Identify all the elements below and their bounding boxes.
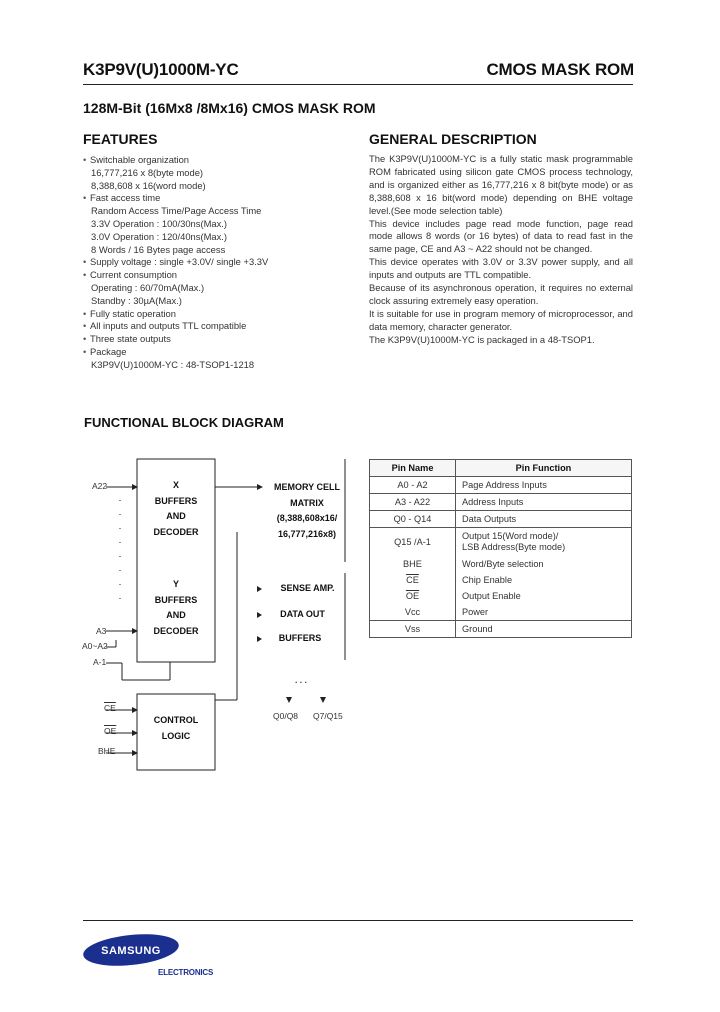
feature-item: Operating : 60/70mA(Max.) [91, 281, 205, 293]
feature-item: 8,388,608 x 16(word mode) [91, 179, 206, 191]
pin-function-cell: Word/Byte selection [456, 556, 632, 572]
output-q0-q8: Q0/Q8 [273, 711, 299, 721]
y-decoder-label: Y BUFFERS AND DECODER [153, 579, 199, 636]
document-type: CMOS MASK ROM [486, 60, 634, 79]
pin-name-cell: A0 - A2 [370, 477, 456, 494]
pin-ce: $\overline{CE}$ [104, 703, 116, 713]
data-out-label: DATA OUT [280, 609, 325, 619]
pin-name-cell: Vss [370, 621, 456, 638]
pin-a3: A3 [96, 626, 107, 636]
pin-name-header: Pin Name [370, 460, 456, 477]
description-paragraph: This device includes page read mode function, page read mode allows 8 words (or 16 bytes) of data to read fast in the same page, CE and A3 ~ A22 should not be changed. [369, 217, 633, 255]
x-decoder-label: X BUFFERS AND DECODER [153, 480, 199, 537]
feature-item: 3.3V Operation : 100/30ns(Max.) [91, 217, 228, 229]
pin-a-minus-1: A-1 [93, 657, 107, 667]
pin-function-cell: Data Outputs [456, 511, 632, 528]
table-row [370, 511, 632, 528]
feature-item: 8 Words / 16 Bytes page access [91, 243, 226, 255]
feature-item: • All inputs and outputs TTL compatible [83, 320, 268, 333]
feature-item: Random Access Time/Page Access Time [91, 205, 262, 217]
pin-description-table [369, 459, 632, 638]
feature-item: • Current consumption [83, 269, 268, 282]
pin-oe: $\overline{OE}$ [104, 726, 117, 736]
table-row [370, 528, 632, 557]
feature-item: 3.0V Operation : 120/40ns(Max.) [91, 230, 228, 242]
pin-function-cell: Output 15(Word mode)/ LSB Address(Byte mode) [456, 528, 632, 557]
pin-name-cell: BHE [370, 556, 456, 572]
description-paragraph: Because of its asynchronous operation, it requires no external clock assuring extremely easy operation. [369, 282, 633, 306]
feature-item: • Switchable organization [83, 154, 268, 167]
samsung-logo [82, 932, 180, 968]
pin-name-cell: Vcc [370, 604, 456, 621]
buffers-label: BUFFERS [278, 633, 322, 643]
feature-item: K3P9V(U)1000M-YC : 48-TSOP1-1218 [91, 358, 255, 370]
features-title: FEATURES [83, 131, 158, 147]
pin-function-cell: Power [456, 604, 632, 621]
memory-cell-label: MEMORY CELL MATRIX (8,388,608x16/ 16,777,216x8) [273, 482, 340, 539]
description-paragraph: This device operates with 3.0V or 3.3V power supply, and all inputs and outputs are TTL compatible. [369, 256, 633, 281]
page-subtitle: 128M-Bit (16Mx8 /8Mx16) CMOS MASK ROM [83, 100, 376, 116]
table-row [370, 494, 632, 511]
footer-rule [83, 920, 633, 921]
output-q7-q15: Q7/Q15 [313, 711, 343, 721]
table-row [370, 572, 632, 588]
pin-function-cell: Page Address Inputs [456, 477, 632, 494]
pin-name-cell: Q0 - Q14 [370, 511, 456, 528]
pin-function-cell: Chip Enable [456, 572, 632, 588]
pin-a22: A22 [92, 481, 108, 491]
pin-function-header: Pin Function [456, 460, 632, 477]
feature-item: 16,777,216 x 8(byte mode) [91, 166, 204, 178]
table-row [370, 604, 632, 621]
feature-item: • Package [83, 346, 268, 359]
pin-function-cell: Address Inputs [456, 494, 632, 511]
description-paragraph: It is suitable for use in program memory of microprocessor, and data memory, character generator. [369, 307, 633, 332]
control-logic-label: CONTROL LOGIC [153, 715, 199, 741]
description-paragraph: The K3P9V(U)1000M-YC is packaged in a 48-TSOP1. [369, 333, 595, 345]
general-description-title: GENERAL DESCRIPTION [369, 131, 537, 147]
part-number: K3P9V(U)1000M-YC [83, 60, 239, 79]
table-row [370, 621, 632, 638]
pin-name-cell: $\overline{OE}$ [370, 588, 456, 604]
feature-item: • Three state outputs [83, 333, 268, 346]
table-row [370, 556, 632, 572]
logo-subtitle: ELECTRONICS [158, 968, 214, 977]
pin-function-cell: Ground [456, 621, 632, 638]
block-diagram-title: FUNCTIONAL BLOCK DIAGRAM [84, 415, 284, 430]
pin-function-cell: Output Enable [456, 588, 632, 604]
feature-item: • Fully static operation [83, 308, 268, 321]
description-paragraph: The K3P9V(U)1000M-YC is a fully static mask programmable ROM fabricated using silicon gate CMOS process technology, and is organized either as 16,777,216 x 8 bit(byte mode) or as 8,388,608 x 16 bit(word mode) depending on BHE voltage level.(See mode selection table) [369, 153, 633, 216]
feature-item: • Supply voltage : single +3.0V/ single +3.3V [83, 256, 268, 269]
pin-bhe: BHE [98, 746, 116, 756]
pin-name-cell: $\overline{CE}$ [370, 572, 456, 588]
output-dots: . . . [295, 675, 307, 685]
pin-name-cell: Q15 /A-1 [370, 528, 456, 557]
logo-text: SAMSUNG [101, 945, 161, 957]
sense-amp-label: SENSE AMP. [280, 583, 335, 593]
table-row [370, 477, 632, 494]
pin-a0-a2: A0~A2 [82, 641, 108, 651]
pin-name-cell: A3 - A22 [370, 494, 456, 511]
feature-item: Standby : 30µA(Max.) [91, 294, 182, 306]
table-row [370, 588, 632, 604]
feature-item: • Fast access time [83, 192, 268, 205]
